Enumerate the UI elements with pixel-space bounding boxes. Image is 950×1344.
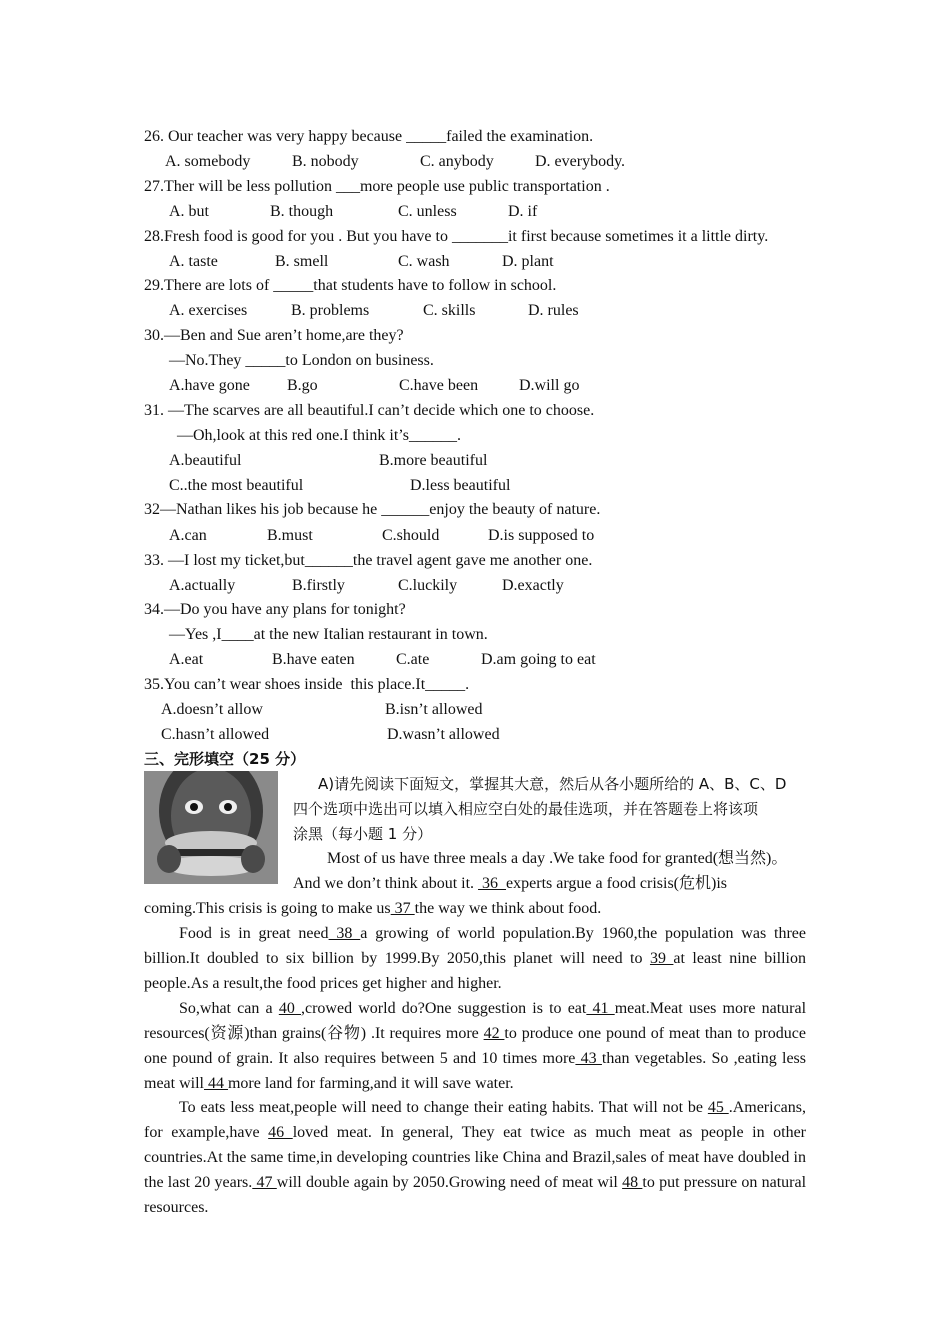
q26-option-a: A. somebody — [165, 153, 251, 170]
question-29-stem: 29.There are lots of _____that students have to follow in school. — [144, 277, 557, 294]
q31-option-c: C..the most beautiful — [169, 477, 304, 494]
blank-42[interactable]: 42 — [483, 1025, 505, 1042]
q31-option-d: D.less beautiful — [410, 477, 511, 494]
blank-38[interactable]: 38 — [328, 925, 361, 942]
photo-illustration — [144, 771, 278, 884]
q29-option-c: C. skills — [423, 302, 476, 319]
q33-option-c: C.luckily — [398, 577, 458, 594]
blank-44[interactable]: 44 — [203, 1075, 228, 1092]
blank-41[interactable]: 41 — [586, 1000, 615, 1017]
q33-option-b: B.firstly — [292, 577, 345, 594]
q35-option-d: D.wasn’t allowed — [387, 726, 500, 743]
passage-text: Food is in great need — [179, 925, 329, 942]
cloze-instruction-line-2: 四个选项中选出可以填入相应空白处的最佳选项，并在答题卷上将该项 — [293, 800, 759, 818]
blank-40[interactable]: 40 — [278, 1000, 301, 1017]
passage-text: experts argue a food crisis(危机)is — [506, 875, 728, 892]
passage-text: to produce one pound of meat than to produce one pound of grain. It also requires between 5 and 10 times more — [144, 1025, 807, 1067]
passage-text: meat.Meat uses more natural resources(资源)than grains(谷物) .It requires more — [144, 1000, 807, 1042]
passage-text: Most of us have three meals a day .We take food for granted(想当然)。 — [327, 850, 788, 867]
passage-paragraph-2 — [144, 921, 806, 996]
passage-text: to put pressure on natural resources. — [144, 1174, 807, 1216]
cloze-instruction-line-1: A)请先阅读下面短文，掌握其大意，然后从各小题所给的 A、B、C、D — [318, 775, 787, 793]
cloze-instruction-line-3: 涂黑（每小题 1 分） — [293, 825, 433, 843]
q35-option-b: B.isn’t allowed — [385, 701, 483, 718]
question-28-stem: 28.Fresh food is good for you . But you have to _______it first because sometimes it a little dirty. — [144, 228, 769, 245]
q34-option-c: C.ate — [396, 651, 430, 668]
q35-option-a: A.doesn’t allow — [161, 701, 263, 718]
blank-47[interactable]: 47 — [252, 1174, 277, 1191]
question-30-reply: —No.They _____to London on business. — [169, 352, 434, 369]
passage-paragraph-3 — [144, 996, 806, 1096]
blank-43[interactable]: 43 — [575, 1050, 602, 1067]
question-33-stem: 33. —I lost my ticket,but______the travel agent gave me another one. — [144, 552, 593, 569]
q27-option-c: C. unless — [398, 203, 457, 220]
passage-text: more land for farming,and it will save water. — [227, 1075, 514, 1092]
passage-text: than vegetables. So ,eating less meat will — [144, 1050, 807, 1092]
q28-option-d: D. plant — [502, 253, 554, 270]
q30-option-c: C.have been — [399, 377, 479, 394]
passage-text: So,what can a — [179, 1000, 279, 1017]
q32-option-c: C.should — [382, 527, 440, 544]
q29-option-d: D. rules — [528, 302, 579, 319]
question-26-stem: 26. Our teacher was very happy because _____failed the examination. — [144, 128, 594, 145]
passage-text: loved meat. In general, They eat twice as much meat as people in other countries.At the same time,in developing countries like China and Brazil,sales of meat have doubled in the last 20 years. — [144, 1124, 806, 1191]
question-35-stem: 35.You can’t wear shoes inside this place.It_____. — [144, 676, 470, 693]
passage-text: at least nine billion people.As a result,the food prices get higher and higher. — [144, 950, 806, 992]
q26-option-b: B. nobody — [292, 153, 359, 170]
q26-option-c: C. anybody — [420, 153, 494, 170]
passage-text: will double again by 2050.Growing need of meat wil — [276, 1174, 623, 1191]
question-34-stem: 34.—Do you have any plans for tonight? — [144, 601, 406, 618]
q30-option-a: A.have gone — [169, 377, 250, 394]
passage-text: To eats less meat,people will need to change their eating habits. That will not be — [179, 1099, 708, 1116]
q26-option-d: D. everybody. — [535, 153, 626, 170]
q31-option-a: A.beautiful — [169, 452, 242, 469]
passage-line-1 — [327, 849, 787, 869]
passage-text: .Americans, for example,have — [144, 1099, 807, 1141]
question-31-reply: —Oh,look at this red one.I think it’s______. — [177, 427, 461, 444]
passage-text: a growing of world population.By 1960,the population was three billion.It doubled to six billion by 1999.By 2050,this planet will need to — [144, 925, 807, 967]
passage-text: coming.This crisis is going to make us — [144, 900, 391, 917]
passage-paragraph-4 — [144, 1095, 806, 1220]
q27-option-a: A. but — [169, 203, 209, 220]
q33-option-a: A.actually — [169, 577, 236, 594]
question-31-stem: 31. —The scarves are all beautiful.I can’t decide which one to choose. — [144, 402, 595, 419]
q34-option-b: B.have eaten — [272, 651, 355, 668]
q34-option-d: D.am going to eat — [481, 651, 596, 668]
q28-option-c: C. wash — [398, 253, 450, 270]
q27-option-d: D. if — [508, 203, 538, 220]
blank-45[interactable]: 45 — [707, 1099, 729, 1116]
passage-line-2 — [293, 874, 806, 894]
passage-text: And we don’t think about it. — [293, 875, 479, 892]
q32-option-a: A.can — [169, 527, 207, 544]
q29-option-a: A. exercises — [169, 302, 248, 319]
q33-option-d: D.exactly — [502, 577, 564, 594]
q30-option-b: B.go — [287, 377, 318, 394]
blank-46[interactable]: 46 — [268, 1124, 293, 1141]
q27-option-b: B. though — [270, 203, 334, 220]
q28-option-b: B. smell — [275, 253, 329, 270]
section-title-cloze: 三、完形填空（25 分） — [144, 750, 306, 768]
q35-option-c: C.hasn’t allowed — [161, 726, 270, 743]
passage-text: the way we think about food. — [414, 900, 602, 917]
q34-option-a: A.eat — [169, 651, 204, 668]
q32-option-b: B.must — [267, 527, 313, 544]
q30-option-d: D.will go — [519, 377, 580, 394]
q28-option-a: A. taste — [169, 253, 218, 270]
question-34-reply: —Yes ,I____at the new Italian restaurant in town. — [169, 626, 488, 643]
hamburger-photo — [144, 771, 278, 884]
q31-option-b: B.more beautiful — [379, 452, 488, 469]
blank-48[interactable]: 48 — [622, 1174, 643, 1191]
blank-39[interactable]: 39 — [649, 950, 674, 967]
q32-option-d: D.is supposed to — [488, 527, 595, 544]
blank-36[interactable]: 36 — [478, 875, 507, 892]
question-27-stem: 27.Ther will be less pollution ___more people use public transportation . — [144, 178, 610, 195]
question-30-stem: 30.—Ben and Sue aren’t home,are they? — [144, 327, 404, 344]
passage-line-3 — [144, 899, 601, 919]
question-32-stem: 32—Nathan likes his job because he ______enjoy the beauty of nature. — [144, 501, 601, 518]
blank-37[interactable]: 37 — [390, 900, 415, 917]
passage-text: ,crowed world do?One suggestion is to eat — [300, 1000, 587, 1017]
q29-option-b: B. problems — [291, 302, 370, 319]
